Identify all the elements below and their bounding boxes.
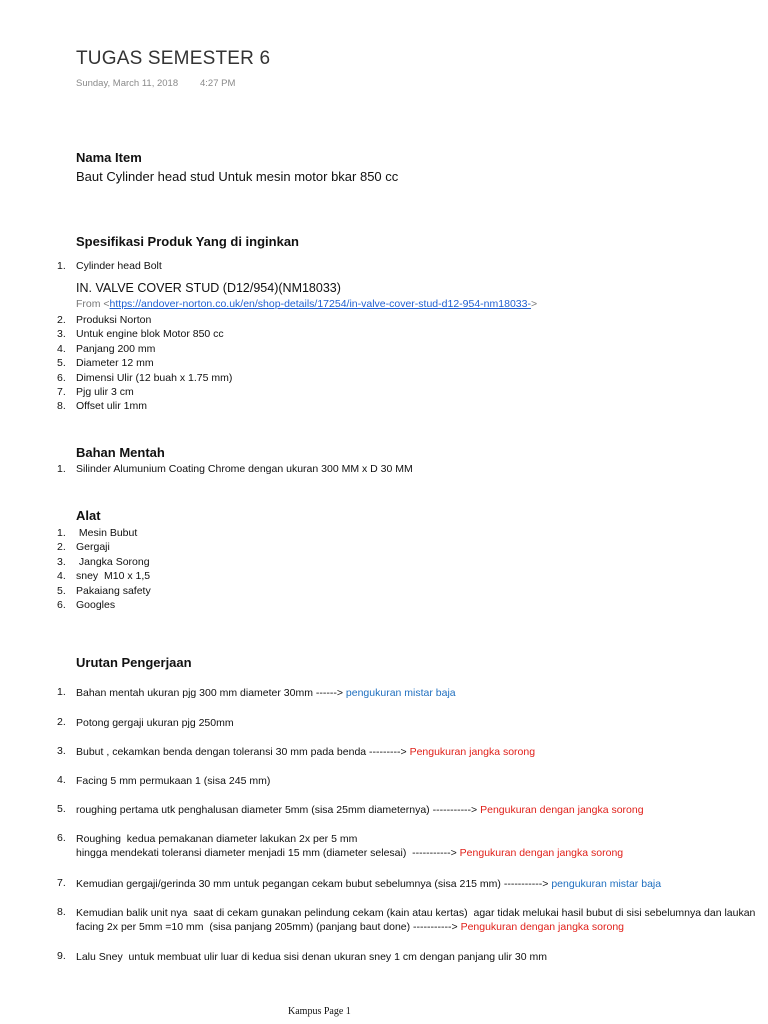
- list-item: [0, 526, 151, 540]
- step-line: [76, 716, 234, 730]
- list-item: [0, 259, 162, 273]
- list-item: [0, 371, 232, 385]
- list-item-text: Offset ulir 1mm: [76, 400, 147, 413]
- list-item-text: sney M10 x 1,5: [76, 570, 151, 583]
- source-prefix: From <: [76, 298, 110, 310]
- nama-item-value: Baut Cylinder head stud Untuk mesin motor bkar 850 cc: [76, 169, 399, 184]
- list-item: [0, 399, 232, 413]
- list-item: [0, 313, 232, 327]
- measurement-note: pengukuran mistar baja: [551, 878, 662, 890]
- list-item: [0, 540, 151, 554]
- step-number: 2.: [57, 716, 66, 728]
- list-number: 7.: [57, 386, 66, 399]
- list-item: [0, 555, 151, 569]
- source-line: [76, 298, 537, 310]
- measurement-note: Pengukuran jangka sorong: [409, 746, 536, 758]
- step-number: 8.: [57, 906, 66, 918]
- step-number: 7.: [57, 877, 66, 889]
- spesifikasi-list-first: [0, 259, 162, 273]
- bahan-heading: Bahan Mentah: [76, 445, 165, 460]
- list-number: 1.: [57, 260, 66, 272]
- list-item-text: Untuk engine blok Motor 850 cc: [76, 328, 224, 341]
- list-number: 6.: [57, 371, 66, 384]
- list-item-text: Diameter 12 mm: [76, 357, 154, 370]
- page-date: Sunday, March 11, 2018: [76, 78, 179, 89]
- list-item: [0, 327, 232, 341]
- urutan-heading: Urutan Pengerjaan: [76, 655, 192, 670]
- list-item-text: Dimensi Ulir (12 buah x 1.75 mm): [76, 371, 233, 384]
- list-item-text: Pjg ulir 3 cm: [76, 386, 134, 399]
- list-item: [0, 462, 413, 476]
- alat-list: [0, 526, 151, 612]
- valve-stud-title: IN. VALVE COVER STUD (D12/954)(NM18033): [76, 281, 341, 295]
- step-line: [76, 686, 456, 700]
- step-text: Lalu Sney untuk membuat ulir luar di kedua sisi denan ukuran sney 1 cm dengan panjang ulir 30 mm: [76, 951, 548, 963]
- list-number: 1.: [57, 527, 66, 539]
- source-suffix: >: [530, 298, 538, 310]
- list-item: [0, 356, 232, 370]
- list-item-text: Produksi Norton: [76, 314, 152, 326]
- list-number: 2.: [57, 314, 66, 326]
- step-number: 5.: [57, 803, 66, 815]
- page-meta: [76, 78, 236, 89]
- list-item-text: Googles: [76, 599, 116, 612]
- page-title: TUGAS SEMESTER 6: [76, 48, 271, 69]
- measurement-note: Pengukuran dengan jangka sorong: [480, 804, 644, 816]
- list-item: [0, 569, 151, 583]
- list-number: 2.: [57, 541, 66, 554]
- step-text: roughing pertama utk penghalusan diameter 5mm (sisa 25mm diameternya) ----------->: [76, 804, 481, 816]
- list-item-text: Pakaiang safety: [76, 584, 151, 597]
- step-text: Roughing kedua pemakanan diameter lakukan 2x per 5 mm: [76, 833, 358, 845]
- step-line: [76, 846, 623, 860]
- list-number: 1.: [57, 463, 66, 475]
- bahan-list: [0, 462, 413, 476]
- page-time: 4:27 PM: [200, 78, 236, 89]
- page-footer: Kampus Page 1: [288, 1006, 351, 1017]
- list-number: 6.: [57, 599, 66, 612]
- step-line: [76, 803, 644, 817]
- list-number: 4.: [57, 342, 66, 355]
- step-text: Facing 5 mm permukaan 1 (sisa 245 mm): [76, 775, 271, 787]
- step-text: facing 2x per 5mm =10 mm (sisa panjang 205mm) (panjang baut done) ----------->: [76, 921, 461, 934]
- list-number: 5.: [57, 584, 66, 597]
- list-item-text: Jangka Sorong: [76, 555, 150, 568]
- step-line: [76, 920, 624, 934]
- step-line: [76, 832, 357, 846]
- step-text: Bahan mentah ukuran pjg 300 mm diameter 30mm ------>: [76, 687, 346, 699]
- step-line: [76, 877, 661, 891]
- step-line: [76, 906, 755, 920]
- step-number: 4.: [57, 774, 66, 786]
- list-item: [0, 584, 151, 598]
- step-number: 3.: [57, 745, 66, 757]
- step-text: Kemudian gergaji/gerinda 30 mm untuk pegangan cekam bubut sebelumnya (sisa 215 mm) ----------->: [76, 878, 552, 890]
- measurement-note: Pengukuran dengan jangka sorong: [459, 847, 624, 860]
- list-number: 4.: [57, 570, 66, 583]
- list-item-text: Gergaji: [76, 541, 110, 554]
- nama-item-heading: Nama Item: [76, 150, 142, 165]
- step-line: [76, 950, 547, 964]
- list-item: [0, 342, 232, 356]
- list-item-text: Mesin Bubut: [76, 527, 138, 539]
- alat-heading: Alat: [76, 508, 101, 523]
- step-text: hingga mendekati toleransi diameter menjadi 15 mm (diameter selesai) ----------->: [76, 847, 460, 860]
- source-link[interactable]: https://andover-norton.co.uk/en/shop-details/17254/in-valve-cover-stud-d12-954-nm18033-: [109, 298, 531, 310]
- step-number: 6.: [57, 832, 66, 844]
- spesifikasi-heading: Spesifikasi Produk Yang di inginkan: [76, 234, 299, 249]
- measurement-note: pengukuran mistar baja: [345, 687, 456, 699]
- step-number: 1.: [57, 686, 66, 698]
- list-item-text: Silinder Alumunium Coating Chrome dengan ukuran 300 MM x D 30 MM: [76, 463, 413, 475]
- list-item: [0, 385, 232, 399]
- list-number: 5.: [57, 357, 66, 370]
- list-number: 3.: [57, 328, 66, 341]
- list-number: 8.: [57, 400, 66, 413]
- step-text: Bubut , cekamkan benda dengan toleransi 30 mm pada benda --------->: [76, 746, 410, 758]
- list-item: [0, 598, 151, 612]
- step-line: [76, 745, 535, 759]
- spesifikasi-list: [0, 313, 232, 414]
- step-text: Kemudian balik unit nya saat di cekam gunakan pelindung cekam (kain atau kertas) agar tidak melukai hasil bubut di sisi sebelumnya dan laukan: [76, 907, 756, 919]
- list-item-text: Panjang 200 mm: [76, 342, 156, 355]
- step-line: [76, 774, 270, 788]
- measurement-note: Pengukuran dengan jangka sorong: [460, 921, 625, 934]
- list-number: 3.: [57, 555, 66, 568]
- step-number: 9.: [57, 950, 66, 962]
- list-item-text: Cylinder head Bolt: [76, 260, 162, 272]
- step-text: Potong gergaji ukuran pjg 250mm: [76, 717, 234, 729]
